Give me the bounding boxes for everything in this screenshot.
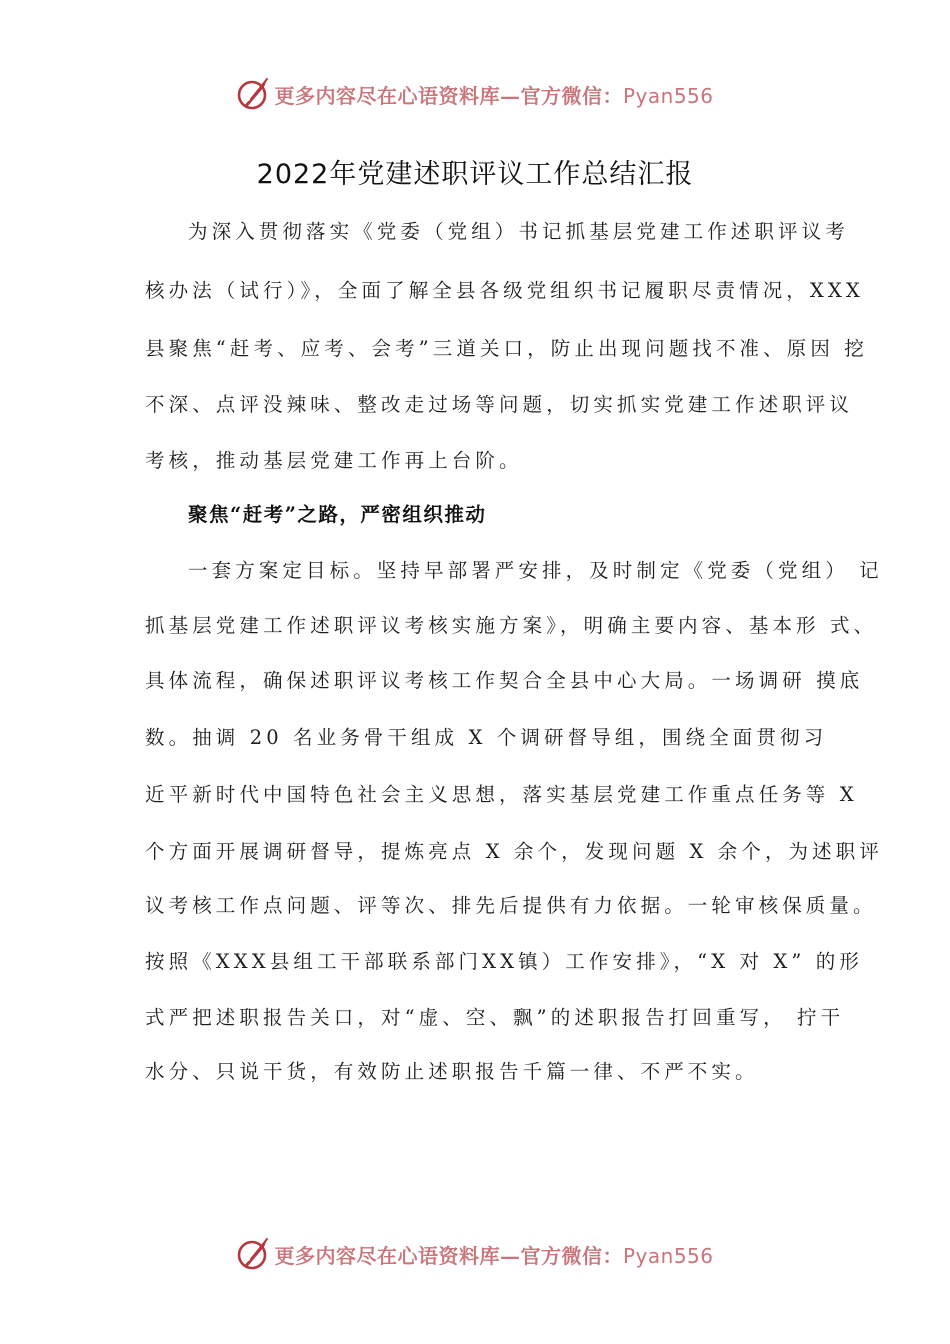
quill-pen-circle-icon bbox=[236, 76, 272, 112]
section-heading: 聚焦“赶考”之路，严密组织推动 bbox=[188, 503, 487, 526]
paragraph-line: 议考核工作点问题、评等次、排先后提供有力依据。一轮审核保质量。 bbox=[145, 894, 877, 917]
paragraph-line: 县聚焦“赶考、应考、会考”三道关口，防止出现问题找不准、原因 挖 bbox=[145, 337, 868, 360]
header-banner bbox=[0, 72, 950, 116]
paragraph-line: 式严把述职报告关口，对“虚、空、飘”的述职报告打回重写， 拧干 bbox=[145, 1006, 845, 1029]
document-title: 2022年党建述职评议工作总结汇报 bbox=[256, 159, 694, 190]
paragraph-line: 近平新时代中国特色社会主义思想，落实基层党建工作重点任务等 X bbox=[145, 783, 858, 806]
paragraph-line: 具体流程，确保述职评议考核工作契合全县中心大局。一场调研 摸底 bbox=[145, 669, 864, 692]
paragraph-line: 核办法（试行）》，全面了解全县各级党组织书记履职尽责情况，XXX bbox=[145, 279, 864, 302]
wechat-id: Pyan556 bbox=[622, 83, 714, 108]
paragraph-line: 一套方案定目标。坚持早部署严安排，及时制定《党委（党组） 记 bbox=[188, 559, 883, 582]
paragraph-line: 抓基层党建工作述职评议考核实施方案》，明确主要内容、基本形 式、 bbox=[145, 614, 878, 637]
quill-pen-circle-icon bbox=[236, 1236, 272, 1272]
paragraph-line: 为深入贯彻落实《党委（党组）书记抓基层党建工作述职评议考 bbox=[188, 220, 849, 243]
paragraph-line: 考核，推动基层党建工作再上台阶。 bbox=[145, 449, 523, 472]
paragraph-line: 不深、点评没辣味、整改走过场等问题，切实抓实党建工作述职评议 bbox=[145, 393, 854, 416]
paragraph-line: 按照《XXX县组工干部联系部门XX镇）工作安排》，“X 对 X” 的形 bbox=[145, 950, 863, 973]
paragraph-line: 数。抽调 20 名业务骨干组成 X 个调研督导组，围绕全面贯彻习 bbox=[145, 726, 828, 749]
wechat-id: Pyan556 bbox=[622, 1243, 714, 1268]
banner-text: 更多内容尽在心语资料库—官方微信：Pyan556 bbox=[274, 1243, 714, 1268]
footer-banner bbox=[0, 1232, 950, 1276]
paragraph-line: 水分、只说干货，有效防止述职报告千篇一律、不严不实。 bbox=[145, 1060, 759, 1083]
paragraph-line: 个方面开展调研督导，提炼亮点 X 余个，发现问题 X 余个，为述职评 bbox=[145, 840, 883, 863]
banner-text: 更多内容尽在心语资料库—官方微信：Pyan556 bbox=[274, 83, 714, 108]
